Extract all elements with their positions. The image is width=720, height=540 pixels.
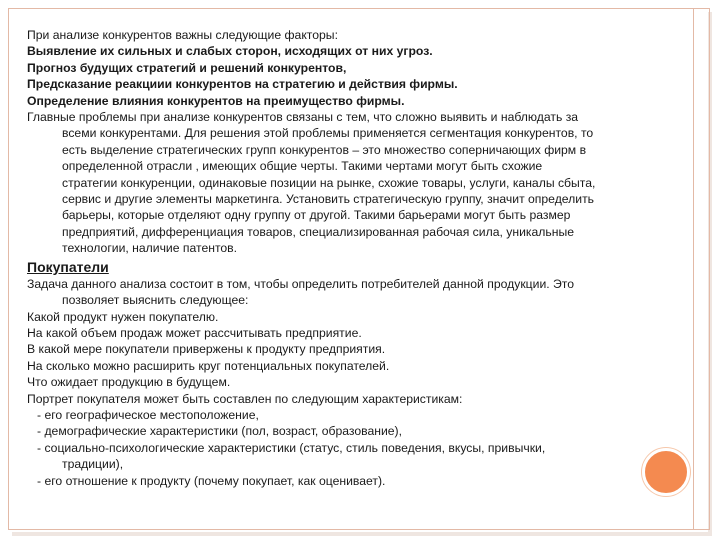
question-item: Какой продукт нужен покупателю. (27, 309, 219, 324)
problems-paragraph-line: предприятий, дифференциация товаров, специализированная рабочая сила, уникальные (62, 224, 574, 239)
problems-paragraph-line: определенной отрасли , имеющих общие черты. Такими чертами могут быть схожие (62, 159, 543, 174)
factor-item: Определение влияния конкурентов на преимущество фирмы. (27, 93, 405, 108)
problems-paragraph-line: барьеры, которые отделяют одну группу от другой. Такими барьерами могут быть размер (62, 208, 571, 223)
slide-content (27, 27, 687, 489)
problems-paragraph-line: Главные проблемы при анализе конкурентов связаны с тем, что сложно выявить и наблюдать за (27, 110, 579, 125)
section-heading-buyers: Покупатели (27, 258, 109, 275)
accent-line (693, 8, 694, 530)
characteristic-item: - его географическое местоположение, (37, 407, 259, 422)
question-item: На какой объем продаж может рассчитывать предприятие. (27, 325, 362, 340)
characteristic-item: - демографические характеристики (пол, возраст, образование), (37, 424, 402, 439)
characteristic-item-continued: традиции), (62, 457, 124, 472)
task-line: позволяет выяснить следующее: (62, 293, 249, 308)
problems-paragraph-line: всеми конкурентами. Для решения этой проблемы применяется сегментация конкурентов, то (62, 126, 594, 141)
question-item: В какой мере покупатели привержены к продукту предприятия. (27, 342, 386, 357)
problems-paragraph-line: есть выделение стратегических групп конкурентов – это множество соперничающих фирм в (62, 142, 587, 157)
question-item: Что ожидает продукцию в будущем. (27, 375, 231, 390)
factor-item: Предсказание реакциии конкурентов на стратегию и действия фирмы. (27, 77, 458, 92)
problems-paragraph-line: стратегии конкуренции, одинаковые позиции на рынке, схожие товары, услуги, каналы сбыта, (62, 175, 596, 190)
factor-item: Выявление их сильных и слабых сторон, исходящих от них угроз. (27, 44, 433, 59)
characteristic-item: - его отношение к продукту (почему покупает, как оценивает). (37, 473, 386, 488)
problems-paragraph-line: технологии, наличие патентов. (62, 241, 238, 256)
intro-text: При анализе конкурентов важны следующие факторы: (27, 28, 338, 42)
characteristic-item: - социально-психологические характеристики (статус, стиль поведения, вкусы, привычки, (37, 440, 546, 455)
portrait-intro: Портрет покупателя может быть составлен по следующим характеристикам: (27, 391, 463, 406)
problems-paragraph-line: сервис и другие элементы маркетинга. Установить стратегическую группу, значит определить (62, 192, 595, 207)
question-item: На сколько можно расширить круг потенциальных покупателей. (27, 358, 390, 373)
task-line: Задача данного анализа состоит в том, чтобы определить потребителей данной продукции. Это (27, 276, 575, 291)
factor-item: Прогноз будущих стратегий и решений конкурентов, (27, 60, 347, 75)
